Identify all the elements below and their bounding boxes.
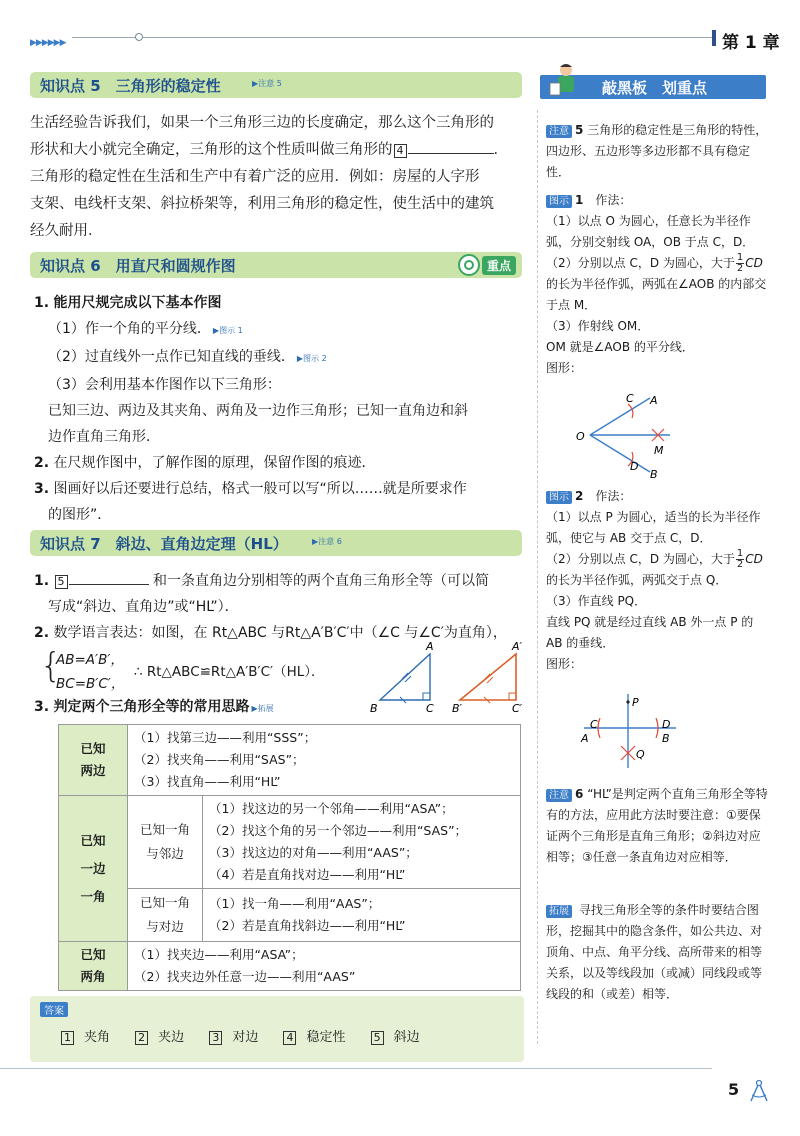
label-a-prime: A′ [512,640,523,653]
sub-header: 已知一角 与对边 [128,889,203,942]
fraction [736,253,744,274]
item-text: 在尺规作图中，了解作图的原理，保留作图的痕迹． [53,455,376,471]
header-bar [712,30,716,46]
label-b: B [370,702,378,715]
sidebar-header [540,75,766,99]
note-5 [546,120,768,183]
step-head: 作法： [595,193,632,207]
item-text: 和一条直角边分别相等的两个直角三角形全等（可以简 [152,573,489,589]
label-b: B [662,732,670,745]
fill-blank[interactable] [408,139,494,154]
item-text: （3）会利用基本作图作以下三角形： [48,377,281,393]
focus-badge [458,254,516,276]
cell-line: （2）若是直角找斜边——利用“HL” [209,918,406,933]
figure-caption: 图形： [546,361,583,375]
text-span: 形状和大小就完全确定，三角形的这个性质叫做三角形的 [30,142,393,158]
cell-line: （1）找这边的另一个邻角——利用“ASA”； [209,801,454,816]
header-rule [72,37,712,38]
cell-line: （3）找直角——利用“HL” [134,774,281,789]
section-5-body [30,110,525,245]
list-item [34,290,524,316]
step-span: （2）分别以点 C，D 为圆心，大于 [546,552,735,566]
brace: { [40,646,62,686]
fraction [736,549,744,570]
section-7-list [34,568,524,646]
item-text: （1）作一个角的平分线． [48,321,211,337]
step-span: （2）分别以点 C，D 为圆心，大于 [546,256,735,270]
list-item [34,568,524,594]
fraction-denominator: 2 [736,263,744,274]
section-6-title: 知识点 6 用直尺和圆规作图 [40,257,236,275]
figure-2-head [546,486,768,507]
table-row [59,725,521,796]
item-text: 已知三边、两边及其夹角、两角及一边作三角形；已知一直角边和斜 [48,403,468,419]
row-header: 已知 两角 [59,942,128,991]
answer-item [370,1030,430,1045]
label-o: O [576,430,585,443]
figure-caption: 图形： [546,657,583,671]
text-line: 经久耐用． [30,223,103,239]
item-number: 3. [34,699,50,715]
ray-oa [590,398,650,435]
label-q: Q [636,748,645,761]
table-row [59,942,521,991]
label-m: M [654,444,664,457]
point-p [626,700,629,703]
row-header: 已知 两边 [59,725,128,796]
answer-box [30,996,524,1062]
list-item [34,398,524,424]
note-body: “HL”是判定两个直角三角形全等特有的方法，应用此方法时要注意：①要保证两个三角形是直角三角形；②斜边对应相等；③任意一条直角边对应相等． [546,787,768,864]
table-cell [128,942,521,991]
answer-label: 答案 [40,1002,68,1017]
section-6-header [30,252,522,278]
figure-label: 图示 [546,491,572,504]
answer-number: 2 [135,1031,148,1045]
answer-items [60,1026,440,1045]
sub-header: 已知一角 与邻边 [128,796,203,889]
label-c: C [626,392,634,405]
step-text: 直线 PQ 就是经过直线 AB 外一点 P 的 AB 的垂线． [546,615,754,650]
item-text: 的图形”． [48,507,112,523]
note-body: 三角形的稳定性是三角形的特性，四边形、五边形等多边形都不具有稳定性． [546,123,768,179]
ray-ob [590,435,650,472]
label-c-prime: C′ [512,702,523,715]
list-item [34,344,524,372]
fraction-numerator: 1 [736,252,744,263]
cell-line: （1）找夹边——利用“ASA”； [134,947,304,962]
table-row [59,796,521,889]
extension-ref[interactable]: ▶拓展 [251,704,274,713]
list-item [34,476,524,502]
table-cell [203,889,521,942]
compass-icon [746,1078,772,1104]
figure-number: 2 [575,489,584,503]
row-header: 已知 一边 一角 [59,796,128,942]
extension-note [546,900,768,1005]
footer-rule [0,1068,712,1069]
cell-line: （2）找夹角——利用“SAS”； [134,752,305,767]
cell-line: （4）若是直角找对边——利用“HL” [209,867,406,882]
item-number: 1. [34,573,50,589]
table-cell [203,796,521,889]
label-d: D [662,718,671,731]
step-text: 的长为半径作弧，两弧交于点 Q． [546,573,728,587]
section-7-title: 知识点 7 斜边、直角边定理（HL） [40,535,288,553]
table-row [59,889,521,942]
step-text: OM 就是∠AOB 的平分线． [546,340,694,354]
item-number: 3. [34,481,50,497]
label-c: C [590,718,598,731]
focus-label: 重点 [482,256,516,275]
label-a: A [426,640,434,653]
note-number: 5 [575,123,584,137]
figure-ref[interactable]: ▶图示 2 [296,354,327,363]
equation-line: AB=A′B′， [56,652,124,668]
fraction-numerator: 1 [736,548,744,559]
page-number: 5 [728,1080,740,1099]
item-text: 写成“斜边、直角边”或“HL”）． [48,599,239,615]
note-label: 注意 [546,789,572,802]
list-item [34,450,524,476]
item-number: 1. [34,295,50,311]
blank-number: 4 [394,144,407,158]
figure-number: 1 [575,193,584,207]
perpendicular-figure [580,690,680,772]
cell-line: （2）找夹边外任意一边——利用“AAS” [134,969,356,984]
text-line: 三角形的稳定性在生活和生产中有着广泛的应用．例如：房屋的人字形 [30,169,480,185]
section-7-header [30,530,522,556]
item-text: 判定两个三角形全等的常用思路 [53,699,250,715]
list-item [34,372,524,398]
step-text: （1）以点 O 为圆心，任意长为半径作弧，分别交射线 OA，OB 于点 C，D． [546,214,755,249]
figure-ref[interactable]: ▶图示 1 [212,326,243,335]
figure-1-instructions [546,190,768,379]
note-number: 6 [575,787,584,801]
list-item [34,424,524,450]
fill-blank[interactable] [69,570,149,585]
blank-number: 5 [55,575,68,589]
equation-block [56,648,124,696]
extension-text [546,900,768,1005]
step-span: CD [745,552,763,566]
section-7-note-ref[interactable]: ▶注意 6 [312,537,342,546]
label-a: A [650,394,658,407]
table-cell [128,725,521,796]
congruence-table [58,724,521,991]
chapter-title: 第 1 章 [722,33,780,53]
item-text: 图画好以后还要进行总结，格式一般可以写“所以……就是所要求作 [53,481,467,497]
figure-label: 图示 [546,195,572,208]
section-5-note-ref[interactable]: ▶注意 5 [252,79,282,88]
cell-line: （3）找这边的对角——利用“AAS”； [209,845,418,860]
answer-number: 4 [283,1031,296,1045]
item-number: 2. [34,455,50,471]
answer-item [282,1030,355,1045]
label-p: P [632,696,639,709]
label-c: C [426,702,434,715]
figure-1-head [546,190,768,211]
section-5-header [30,72,522,98]
note-5-text [546,120,768,183]
item-text: 边作直角三角形． [48,429,160,445]
step-text [546,253,768,274]
answer-text: 对边 [232,1030,259,1045]
item-text: （2）过直线外一点作已知直线的垂线． [48,349,295,365]
text-line [30,137,525,164]
answer-item [208,1030,268,1045]
cell-line: （2）找这个角的另一个邻边——利用“SAS”； [209,823,468,838]
label-b-prime: B′ [452,702,463,715]
step-text: （3）作射线 OM． [546,319,650,333]
header-arrows: ▶▶▶▶▶▶ [30,38,66,48]
section-5-title: 知识点 5 三角形的稳定性 [40,77,221,95]
figure-2-instructions [546,486,768,675]
teacher-icon [546,61,586,99]
item-text: 能用尺规完成以下基本作图 [53,295,222,311]
item-text: 数学语言表达：如图，在 Rt△ABC 与Rt△A′B′C′中（∠C 与∠C′为直角）， [53,625,507,641]
section-6-list [34,290,524,528]
cell-line: （1）找一角——利用“AAS”； [209,896,381,911]
label-d: D [630,460,639,473]
list-item [34,316,524,344]
text-line: 支架、电线杆支架、斜拉桥架等，利用三角形的稳定性，使生活中的建筑 [30,196,494,212]
step-head: 作法： [595,489,632,503]
label-a: A [581,732,589,745]
answer-text: 斜边 [393,1030,420,1045]
answer-item [60,1030,120,1045]
answer-text: 夹边 [158,1030,185,1045]
extension-label: 拓展 [546,905,572,918]
answer-item [134,1030,194,1045]
text-line: 生活经验告诉我们，如果一个三角形三边的长度确定，那么这个三角形的 [30,115,494,131]
text-span: ． [493,142,508,158]
list-item [34,502,524,528]
answer-number: 5 [371,1031,384,1045]
header-dot [135,33,143,41]
step-text [546,549,768,570]
sidebar-title: 敲黑板 划重点 [602,79,708,97]
equation-line: BC=B′C′， [56,676,125,692]
step-text: 的长为半径作弧，两弧在∠AOB 的内部交于点 M． [546,277,767,312]
step-span: CD [745,256,763,270]
answer-text: 稳定性 [306,1030,346,1045]
extension-body: 寻找三角形全等的条件时要结合图形，挖掘其中的隐含条件，如公共边、对顶角、中点、角平分线、高所带来的相等关系，以及等线段加（或减）同线段或等线段的和（或差）相等． [546,903,763,1001]
step-text: （1）以点 P 为圆心，适当的长为半径作弧，使它与 AB 交于点 C，D． [546,510,761,545]
step-text: （3）作直线 PQ． [546,594,647,608]
answer-number: 3 [209,1031,222,1045]
note-label: 注意 [546,125,572,138]
cell-line: （1）找第三边——利用“SSS”； [134,730,317,745]
equation-conclusion: ∴ Rt△ABC≌Rt△A′B′C′（HL）． [134,664,325,680]
target-icon [458,254,480,276]
answer-text: 夹角 [84,1030,111,1045]
angle-bisector-figure [570,390,690,480]
note-6-text [546,784,768,868]
list-item [34,594,524,620]
label-b: B [650,468,658,480]
note-6 [546,784,768,868]
item-number: 2. [34,625,50,641]
list-item [34,694,524,722]
fraction-denominator: 2 [736,559,744,570]
answer-number: 1 [61,1031,74,1045]
section-7-list-3 [34,694,524,722]
